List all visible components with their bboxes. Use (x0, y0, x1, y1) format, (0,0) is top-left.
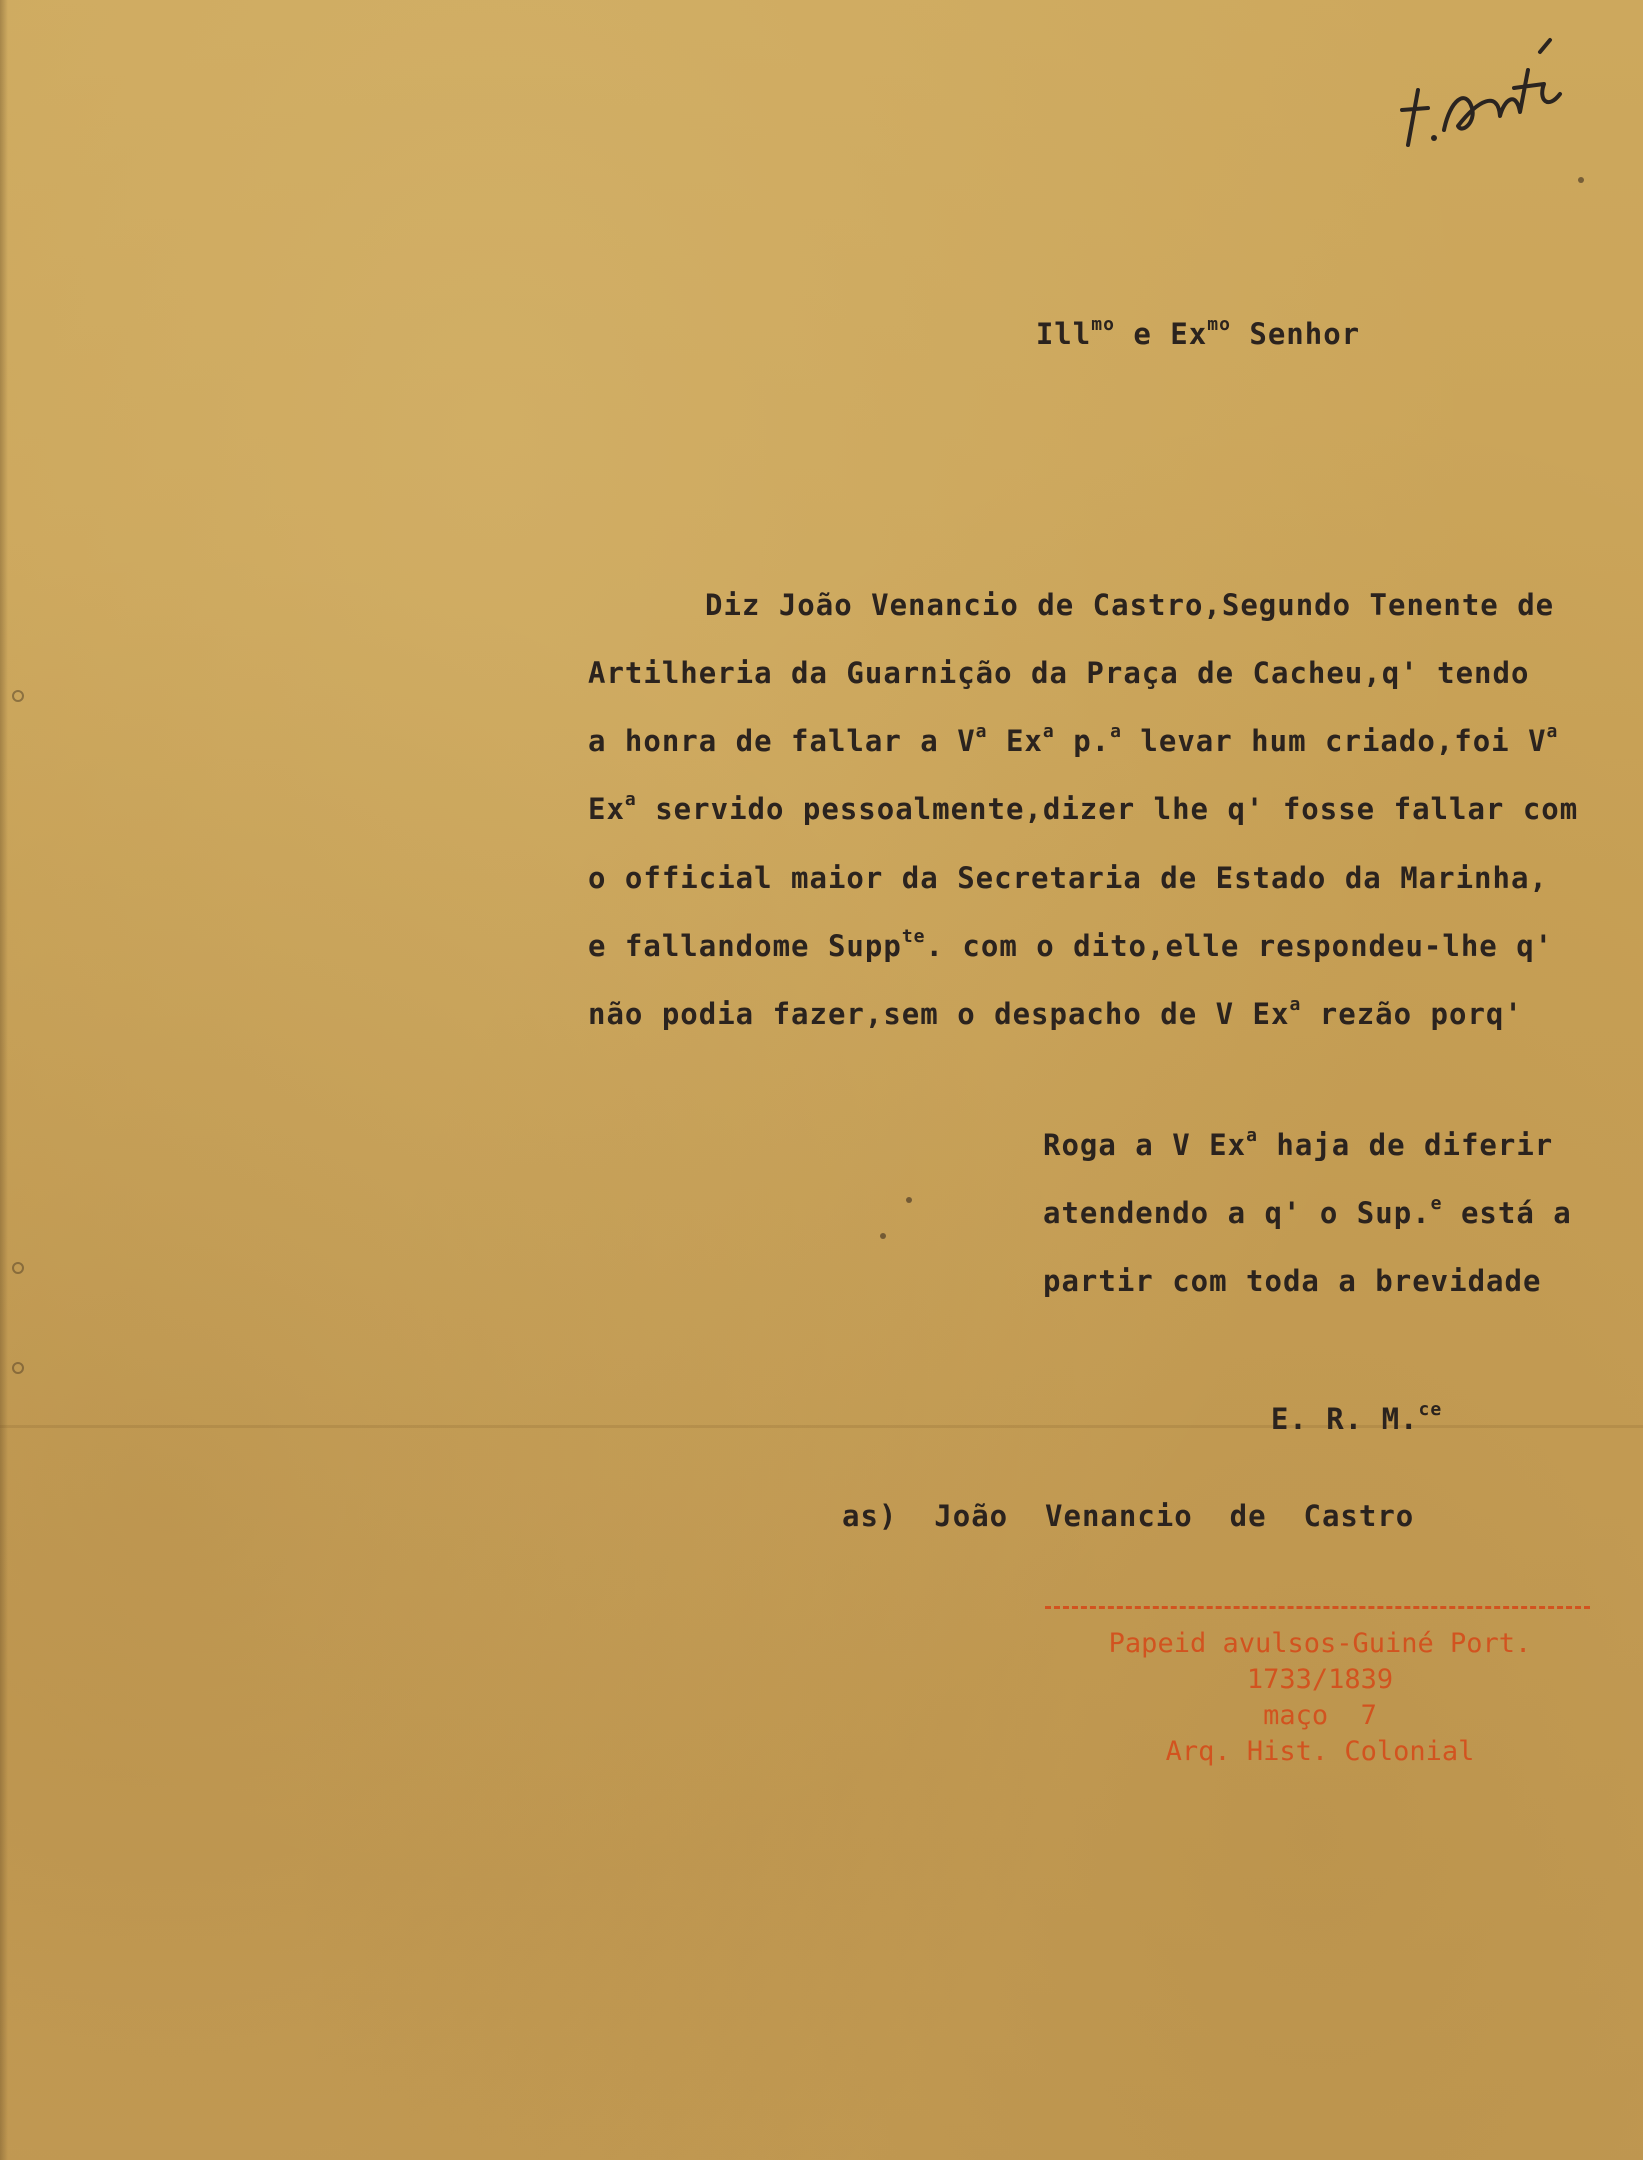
line-text: a honra de fallar a V (588, 724, 976, 758)
salutation-ex: e Ex (1114, 317, 1208, 351)
body-line (705, 588, 1554, 622)
line-text: Diz João Venancio de Castro,Segundo Tenente de (705, 588, 1555, 622)
closing-sup: ce (1418, 1399, 1443, 1420)
superscript: a (1546, 721, 1559, 742)
request-line (1043, 1264, 1541, 1298)
line-text: atendendo a q' o Sup. (1043, 1196, 1431, 1230)
punch-hole (12, 1362, 24, 1374)
line-text: p. (1054, 724, 1111, 758)
stamp-line-3: maço 7 (1263, 1700, 1377, 1731)
closing-formula (1197, 1368, 1442, 1470)
line-text: partir com toda a brevidade (1043, 1264, 1542, 1298)
superscript: a (1110, 721, 1122, 742)
body-line (588, 926, 1554, 963)
salutation-ex-sup: mo (1207, 314, 1231, 335)
ink-speck (1578, 177, 1584, 183)
page-edge (0, 0, 8, 2160)
body-line (588, 789, 1579, 826)
line-text: haja de diferir (1257, 1128, 1554, 1162)
line-text: levar hum criado,foi V (1121, 724, 1547, 758)
superscript: a (1289, 994, 1302, 1015)
line-text: Ex (987, 724, 1043, 758)
stamp-dashed-rule (1045, 1606, 1590, 1609)
superscript: a (1042, 721, 1055, 742)
superscript: a (624, 789, 637, 810)
punch-hole (12, 1262, 24, 1274)
superscript: a (975, 721, 988, 742)
superscript: e (1430, 1193, 1443, 1214)
superscript: te (901, 926, 926, 947)
body-line (588, 861, 1548, 895)
line-text: Artilheria da Guarnição da Praça de Cacheu,q' tendo (588, 656, 1530, 690)
body-line (588, 994, 1523, 1031)
signature-typed: as) João Venancio de Castro (842, 1499, 1415, 1533)
line-text: não podia fazer,sem o despacho de V Ex (588, 997, 1290, 1031)
salutation (962, 283, 1360, 385)
salutation-ill-sup: mo (1091, 314, 1115, 335)
line-text: servido pessoalmente,dizer lhe q' fosse fallar com (636, 792, 1579, 826)
line-text: o official maior da Secretaria de Estado da Marinha, (588, 861, 1548, 895)
body-line (588, 656, 1529, 690)
closing-text: E. R. M. (1270, 1402, 1419, 1436)
salutation-senhor: Senhor (1230, 317, 1361, 351)
salutation-ill: Ill (1035, 317, 1092, 351)
line-text: . com o dito,elle respondeu-lhe q' (925, 929, 1554, 963)
stamp-line-2: 1733/1839 (1246, 1664, 1394, 1695)
line-text: está a (1442, 1196, 1572, 1230)
stamp-line-4: Arq. Hist. Colonial (1165, 1736, 1475, 1767)
line-text: e fallandome Supp (588, 929, 902, 963)
handwritten-signature (1388, 30, 1568, 160)
punch-hole (12, 690, 24, 702)
ink-speck (906, 1197, 912, 1203)
line-text: Roga a V Ex (1043, 1128, 1247, 1162)
line-text: Ex (588, 792, 625, 826)
line-text: rezão porq' (1301, 997, 1523, 1031)
ink-speck (880, 1233, 886, 1239)
superscript: a (1246, 1125, 1258, 1146)
request-line (1043, 1125, 1554, 1162)
stamp-line-1: Papeid avulsos-Guiné Port. (1108, 1628, 1532, 1659)
request-line (1043, 1193, 1572, 1230)
body-line (588, 721, 1559, 758)
